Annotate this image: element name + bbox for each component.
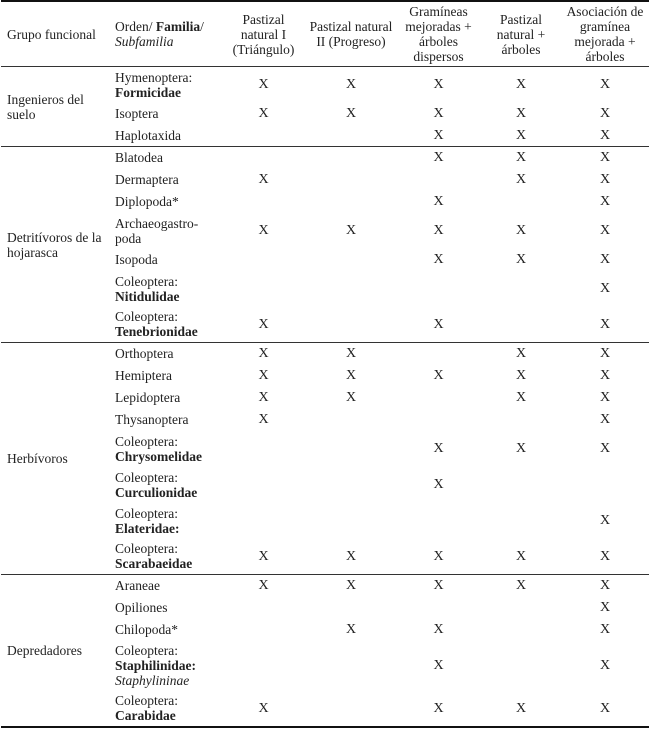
presence-cell-site-2 <box>306 641 396 691</box>
familia-label: Nitidulidae <box>115 288 180 304</box>
header-pastizal-natural-i: Pastizal natural I (Triángulo) <box>221 1 306 67</box>
presence-cell-site-1: X <box>258 106 269 121</box>
presence-cell-site-4 <box>481 307 561 343</box>
taxon-cell <box>112 271 221 307</box>
presence-cell-site-3 <box>396 169 481 191</box>
table-body <box>1 67 649 727</box>
presence-cell-site-1: X <box>221 67 306 103</box>
presence-cell-site-5: X <box>561 343 649 365</box>
orden-label: Isopoda <box>115 252 158 267</box>
presence-cell-site-3: X <box>433 477 444 492</box>
orden-label: Coleoptera: <box>115 643 178 658</box>
presence-cell-site-5: X <box>599 513 611 528</box>
taxon-cell <box>112 169 221 191</box>
taxon-cell <box>112 249 221 271</box>
familia-label: Elateridae: <box>115 520 180 536</box>
header-asociacion: Asociación de gramínea mejorada + árboles <box>561 1 649 67</box>
presence-cell-site-4: X <box>515 127 527 143</box>
presence-cell-site-5: X <box>599 316 611 332</box>
presence-cell-site-2 <box>306 431 396 467</box>
familia-label: Chrysomelidae <box>115 448 202 464</box>
presence-cell-site-3: X <box>433 548 444 564</box>
orden-label: Coleoptera: <box>115 433 178 449</box>
orden-label: Coleoptera: <box>115 505 178 521</box>
presence-cell-site-3: X <box>433 106 444 121</box>
header-pastizal-arboles: Pastizal natural + árboles <box>481 1 561 67</box>
taxon-cell <box>112 539 221 575</box>
species-presence-table <box>1 0 649 728</box>
presence-cell-site-1 <box>221 467 306 503</box>
taxon-cell <box>112 103 221 125</box>
presence-cell-site-5: X <box>599 441 611 456</box>
presence-cell-site-4: X <box>515 252 527 267</box>
presence-cell-site-2 <box>306 691 396 727</box>
presence-cell-site-2: X <box>345 390 357 405</box>
orden-label: Lepidoptera <box>115 390 181 405</box>
presence-cell-site-3: X <box>433 700 444 716</box>
presence-cell-site-3: X <box>433 223 444 238</box>
presence-cell-site-2 <box>306 169 396 191</box>
presence-cell-site-4: X <box>515 700 527 716</box>
taxon-cell <box>112 691 221 727</box>
presence-cell-site-5: X <box>599 412 611 427</box>
presence-cell-site-5: X <box>599 368 611 383</box>
presence-cell-site-2 <box>306 191 396 213</box>
presence-cell-site-5: X <box>599 194 611 209</box>
presence-cell-site-1: X <box>221 575 306 597</box>
presence-cell-site-4: X <box>481 343 561 365</box>
header-orden-familia-subfamilia <box>112 1 221 67</box>
orden-label: Isoptera <box>115 106 159 121</box>
subfamilia-label: Staphylininae <box>115 673 190 688</box>
presence-cell-site-2: X <box>306 67 396 103</box>
presence-cell-site-3 <box>396 409 481 431</box>
orden-label: Opiliones <box>115 600 168 615</box>
taxon-cell <box>112 409 221 431</box>
orden-label: Chilopoda* <box>115 622 178 637</box>
presence-cell-site-4: X <box>515 390 527 405</box>
orden-label: Dermaptera <box>115 172 179 187</box>
presence-cell-site-2 <box>306 307 396 343</box>
familia-label: Curculionidae <box>115 484 198 500</box>
presence-cell-site-4 <box>481 409 561 431</box>
presence-cell-site-1: X <box>258 316 269 332</box>
presence-cell-site-5: X <box>599 622 611 637</box>
taxon-cell <box>112 467 221 503</box>
presence-cell-site-4 <box>481 191 561 213</box>
orden-label: Blatodea <box>115 150 163 166</box>
orden-label: Araneae <box>115 578 160 594</box>
presence-cell-site-1: X <box>258 172 269 187</box>
presence-cell-site-3 <box>396 343 481 365</box>
orden-label: Coleoptera: <box>115 541 178 557</box>
orden-label: Coleoptera: <box>115 469 178 485</box>
orden-label: Coleoptera: <box>115 309 178 325</box>
presence-cell-site-1 <box>221 641 306 691</box>
presence-cell-site-3 <box>396 597 481 619</box>
taxon-cell <box>112 213 221 249</box>
presence-cell-site-3 <box>396 503 481 539</box>
presence-cell-site-3 <box>396 387 481 409</box>
presence-cell-site-4: X <box>515 223 527 238</box>
header-row <box>1 1 649 67</box>
presence-cell-site-1: X <box>221 343 306 365</box>
functional-group-cell: Depredadores <box>1 575 112 727</box>
presence-cell-site-1: X <box>258 223 269 238</box>
presence-cell-site-4 <box>481 597 561 619</box>
table-row <box>1 147 649 169</box>
presence-cell-site-3: X <box>433 441 444 456</box>
taxon-cell <box>112 575 221 597</box>
presence-cell-site-5: X <box>599 252 611 267</box>
presence-cell-site-5: X <box>599 281 611 296</box>
functional-group-cell: Detritívoros de la hojarasca <box>1 147 112 343</box>
presence-cell-site-1: X <box>258 548 269 564</box>
presence-cell-site-5: X <box>599 106 611 121</box>
taxon-cell <box>112 641 221 691</box>
presence-cell-site-5: X <box>599 127 611 143</box>
presence-cell-site-2: X <box>345 106 357 121</box>
presence-cell-site-1 <box>221 619 306 641</box>
table-row <box>1 343 649 365</box>
presence-cell-site-2: X <box>345 548 357 564</box>
presence-cell-site-2 <box>306 597 396 619</box>
orden-label: Orthoptera <box>115 346 174 362</box>
presence-cell-site-3: X <box>396 147 481 169</box>
presence-cell-site-2 <box>306 147 396 169</box>
orden-label: Diplopoda* <box>115 194 179 209</box>
taxon-cell <box>112 387 221 409</box>
header-subfamilia: Subfamilia <box>115 34 174 49</box>
presence-cell-site-4 <box>481 641 561 691</box>
presence-cell-site-3: X <box>433 658 444 673</box>
presence-cell-site-2 <box>306 125 396 147</box>
presence-cell-site-5: X <box>599 658 611 673</box>
presence-cell-site-3: X <box>433 622 444 637</box>
presence-cell-site-4: X <box>481 575 561 597</box>
taxon-cell <box>112 307 221 343</box>
header-gramineas-mejoradas: Gramíneas mejoradas + árboles dispersos <box>396 1 481 67</box>
orden-label: Haplotaxida <box>115 127 181 143</box>
orden-label: Hymenoptera: <box>115 69 193 85</box>
taxon-cell <box>112 343 221 365</box>
presence-cell-site-3: X <box>433 368 444 383</box>
taxon-cell <box>112 597 221 619</box>
presence-cell-site-5: X <box>599 600 611 615</box>
presence-cell-site-1: X <box>258 390 269 405</box>
presence-cell-site-4 <box>481 467 561 503</box>
presence-cell-site-1 <box>221 147 306 169</box>
orden-label: Hemiptera <box>115 368 172 383</box>
presence-cell-site-1 <box>221 191 306 213</box>
presence-cell-site-4 <box>481 619 561 641</box>
header-orden: Orden/ <box>115 19 153 34</box>
presence-cell-site-4: X <box>515 441 527 456</box>
familia-label: Staphilinidae: <box>115 658 197 673</box>
presence-cell-site-2: X <box>306 575 396 597</box>
taxon-cell <box>112 503 221 539</box>
orden-label: Thysanoptera <box>115 412 189 427</box>
presence-cell-site-3: X <box>396 575 481 597</box>
presence-cell-site-5: X <box>561 67 649 103</box>
presence-cell-site-2 <box>306 271 396 307</box>
presence-cell-site-5: X <box>561 575 649 597</box>
taxon-cell <box>112 431 221 467</box>
orden-label: Coleoptera: <box>115 273 178 289</box>
taxon-cell <box>112 67 221 103</box>
presence-cell-site-5: X <box>599 172 611 187</box>
presence-cell-site-3: X <box>433 127 444 143</box>
familia-label: Formicidae <box>115 84 181 100</box>
presence-cell-site-2 <box>306 249 396 271</box>
table-row <box>1 67 649 103</box>
familia-label: Carabidae <box>115 708 176 723</box>
presence-cell-site-5: X <box>599 548 611 564</box>
presence-cell-site-1: X <box>258 368 269 383</box>
presence-cell-site-2: X <box>345 223 357 238</box>
header-slash: / <box>200 19 204 34</box>
taxon-cell <box>112 147 221 169</box>
presence-cell-site-5: X <box>599 390 611 405</box>
presence-cell-site-4: X <box>515 106 527 121</box>
presence-cell-site-3: X <box>433 194 444 209</box>
orden-label: Coleoptera: <box>115 693 178 708</box>
presence-cell-site-5: X <box>599 700 611 716</box>
presence-cell-site-4: X <box>481 147 561 169</box>
presence-cell-site-1: X <box>258 700 269 716</box>
presence-cell-site-3: X <box>433 316 444 332</box>
presence-cell-site-1 <box>221 431 306 467</box>
presence-cell-site-2 <box>306 503 396 539</box>
presence-cell-site-3 <box>396 271 481 307</box>
familia-label: Tenebrionidae <box>115 324 198 340</box>
presence-cell-site-2: X <box>345 622 357 637</box>
taxon-cell <box>112 365 221 387</box>
functional-group-cell: Ingenieros del suelo <box>1 67 112 147</box>
presence-cell-site-4: X <box>515 172 527 187</box>
presence-cell-site-2 <box>306 409 396 431</box>
presence-cell-site-3: X <box>433 252 444 267</box>
presence-cell-site-1 <box>221 125 306 147</box>
taxon-cell <box>112 619 221 641</box>
presence-cell-site-1: X <box>258 412 269 427</box>
header-pastizal-natural-ii: Pastizal natural II (Progreso) <box>306 1 396 67</box>
presence-cell-site-2: X <box>306 343 396 365</box>
orden-label: Archaeogastro-poda <box>115 215 199 246</box>
functional-group-cell: Herbívoros <box>1 343 112 575</box>
presence-cell-site-1 <box>221 249 306 271</box>
presence-cell-site-5: X <box>561 147 649 169</box>
presence-cell-site-1 <box>221 597 306 619</box>
familia-label: Scarabaeidae <box>115 556 193 572</box>
presence-cell-site-4: X <box>481 67 561 103</box>
presence-cell-site-3: X <box>396 67 481 103</box>
presence-cell-site-4 <box>481 503 561 539</box>
presence-cell-site-2 <box>306 467 396 503</box>
presence-cell-site-1 <box>221 271 306 307</box>
presence-cell-site-2: X <box>345 368 357 383</box>
taxon-cell <box>112 191 221 213</box>
header-grupo-funcional: Grupo funcional <box>1 1 112 67</box>
presence-cell-site-1 <box>221 503 306 539</box>
presence-cell-site-4: X <box>515 548 527 564</box>
presence-cell-site-4 <box>481 271 561 307</box>
table-row <box>1 575 649 597</box>
presence-cell-site-4: X <box>515 368 527 383</box>
presence-cell-site-5: X <box>599 223 611 238</box>
presence-cell-site-5 <box>561 467 649 503</box>
header-familia: Familia <box>155 19 201 34</box>
taxon-cell <box>112 125 221 147</box>
